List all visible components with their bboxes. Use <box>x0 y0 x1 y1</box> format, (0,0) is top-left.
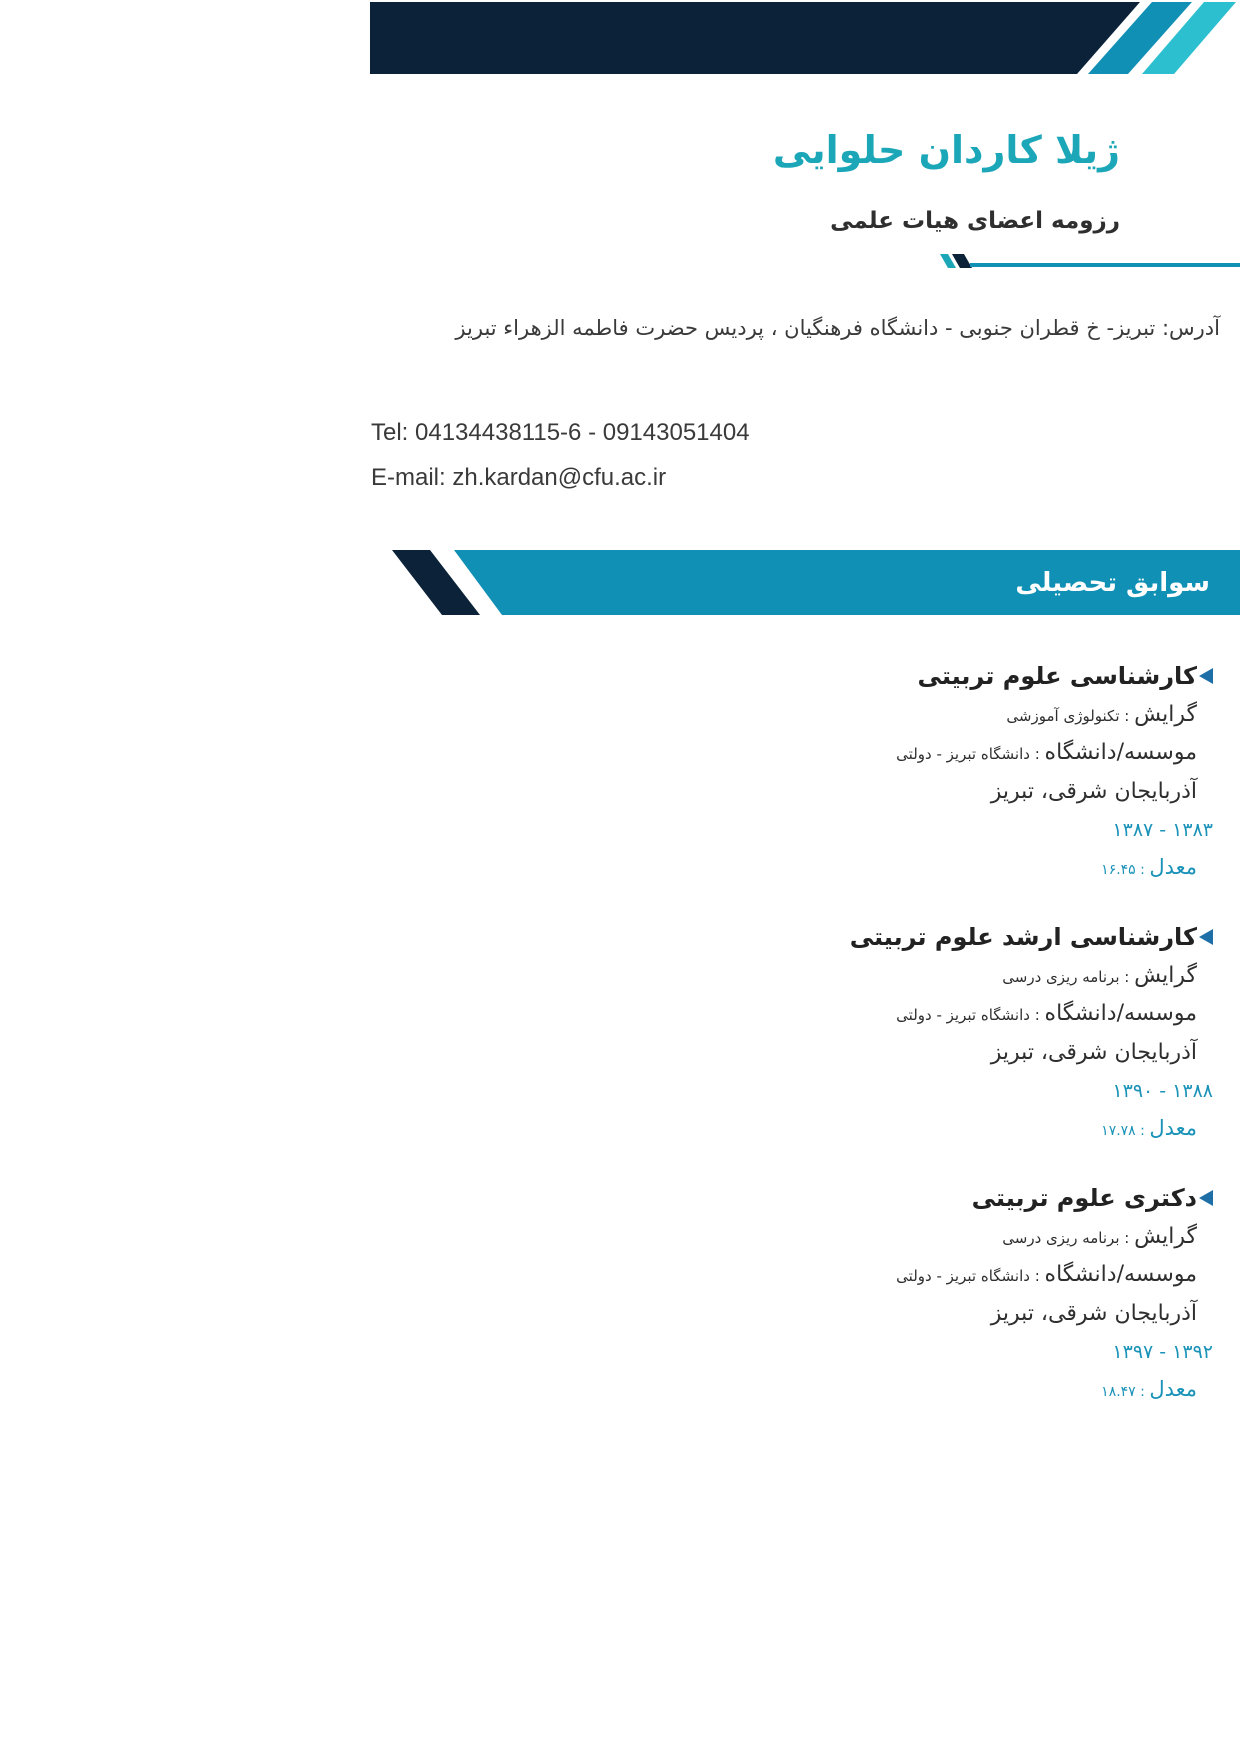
years: ۱۳۸۳ - ۱۳۸۷ <box>1112 819 1213 841</box>
resume-subtitle: رزومه اعضای هیات علمی <box>830 208 1120 234</box>
degree-title: دکتری علوم تربیتی <box>971 1184 1197 1212</box>
field-row <box>733 696 1213 734</box>
field-value: : برنامه ریزی درسی <box>1002 968 1135 986</box>
location: آذربایجان شرقی، تبریز <box>990 1301 1197 1326</box>
years: ۱۳۸۸ - ۱۳۹۰ <box>1112 1080 1213 1102</box>
university-row <box>733 995 1213 1033</box>
university-value: : دانشگاه تبریز - دولتی <box>896 1267 1045 1285</box>
triangle-marker-icon <box>1199 929 1213 945</box>
education-entry <box>733 656 1213 886</box>
address-line: آدرس: تبریز- خ قطران جنوبی - دانشگاه فرهنگیان ، پردیس حضرت فاطمه الزهراء تبریز <box>455 316 1220 340</box>
email-line: E-mail: zh.kardan@cfu.ac.ir <box>371 464 667 491</box>
header-banner-navy-bar <box>370 2 1140 74</box>
person-name: ژیلا کاردان حلوایی <box>772 128 1120 172</box>
triangle-marker-icon <box>1199 1190 1213 1206</box>
title-underline <box>940 252 1240 272</box>
field-label: گرایش <box>1134 702 1197 727</box>
university-row <box>733 1256 1213 1294</box>
field-label: گرایش <box>1134 1224 1197 1249</box>
field-label: گرایش <box>1134 963 1197 988</box>
education-entry <box>733 1178 1213 1408</box>
university-label: موسسه/دانشگاه <box>1044 1262 1197 1287</box>
gpa-row <box>733 848 1213 886</box>
gpa-value: : ۱۷.۷۸ <box>1101 1123 1150 1139</box>
header-banner <box>370 2 1240 74</box>
education-entry <box>733 917 1213 1147</box>
location: آذربایجان شرقی، تبریز <box>990 779 1197 804</box>
location: آذربایجان شرقی، تبریز <box>990 1040 1197 1065</box>
degree-heading <box>733 917 1213 957</box>
gpa-row <box>733 1370 1213 1408</box>
gpa-value: : ۱۸.۴۷ <box>1101 1384 1150 1400</box>
field-row <box>733 1218 1213 1256</box>
gpa-row <box>733 1109 1213 1147</box>
underline-line <box>970 263 1240 267</box>
gpa-label: معدل <box>1149 1116 1197 1140</box>
university-value: : دانشگاه تبریز - دولتی <box>896 1006 1045 1024</box>
gpa-label: معدل <box>1149 855 1197 879</box>
field-value: : تکنولوژی آموزشی <box>1006 707 1135 725</box>
university-label: موسسه/دانشگاه <box>1044 1001 1197 1026</box>
degree-title: کارشناسی ارشد علوم تربیتی <box>849 923 1197 951</box>
gpa-value: : ۱۶.۴۵ <box>1101 862 1150 878</box>
gpa-label: معدل <box>1149 1377 1197 1401</box>
education-section-title: سوابق تحصیلی <box>1015 568 1210 598</box>
field-value: : برنامه ریزی درسی <box>1002 1229 1135 1247</box>
degree-title: کارشناسی علوم تربیتی <box>917 662 1197 690</box>
university-label: موسسه/دانشگاه <box>1044 740 1197 765</box>
university-value: : دانشگاه تبریز - دولتی <box>896 745 1045 763</box>
years: ۱۳۹۲ - ۱۳۹۷ <box>1112 1341 1213 1363</box>
university-row <box>733 734 1213 772</box>
phone-line: Tel: 04134438115-6 - 09143051404 <box>371 419 750 446</box>
degree-heading <box>733 656 1213 696</box>
underline-stripe-2 <box>952 254 972 268</box>
degree-heading <box>733 1178 1213 1218</box>
field-row <box>733 957 1213 995</box>
triangle-marker-icon <box>1199 668 1213 684</box>
